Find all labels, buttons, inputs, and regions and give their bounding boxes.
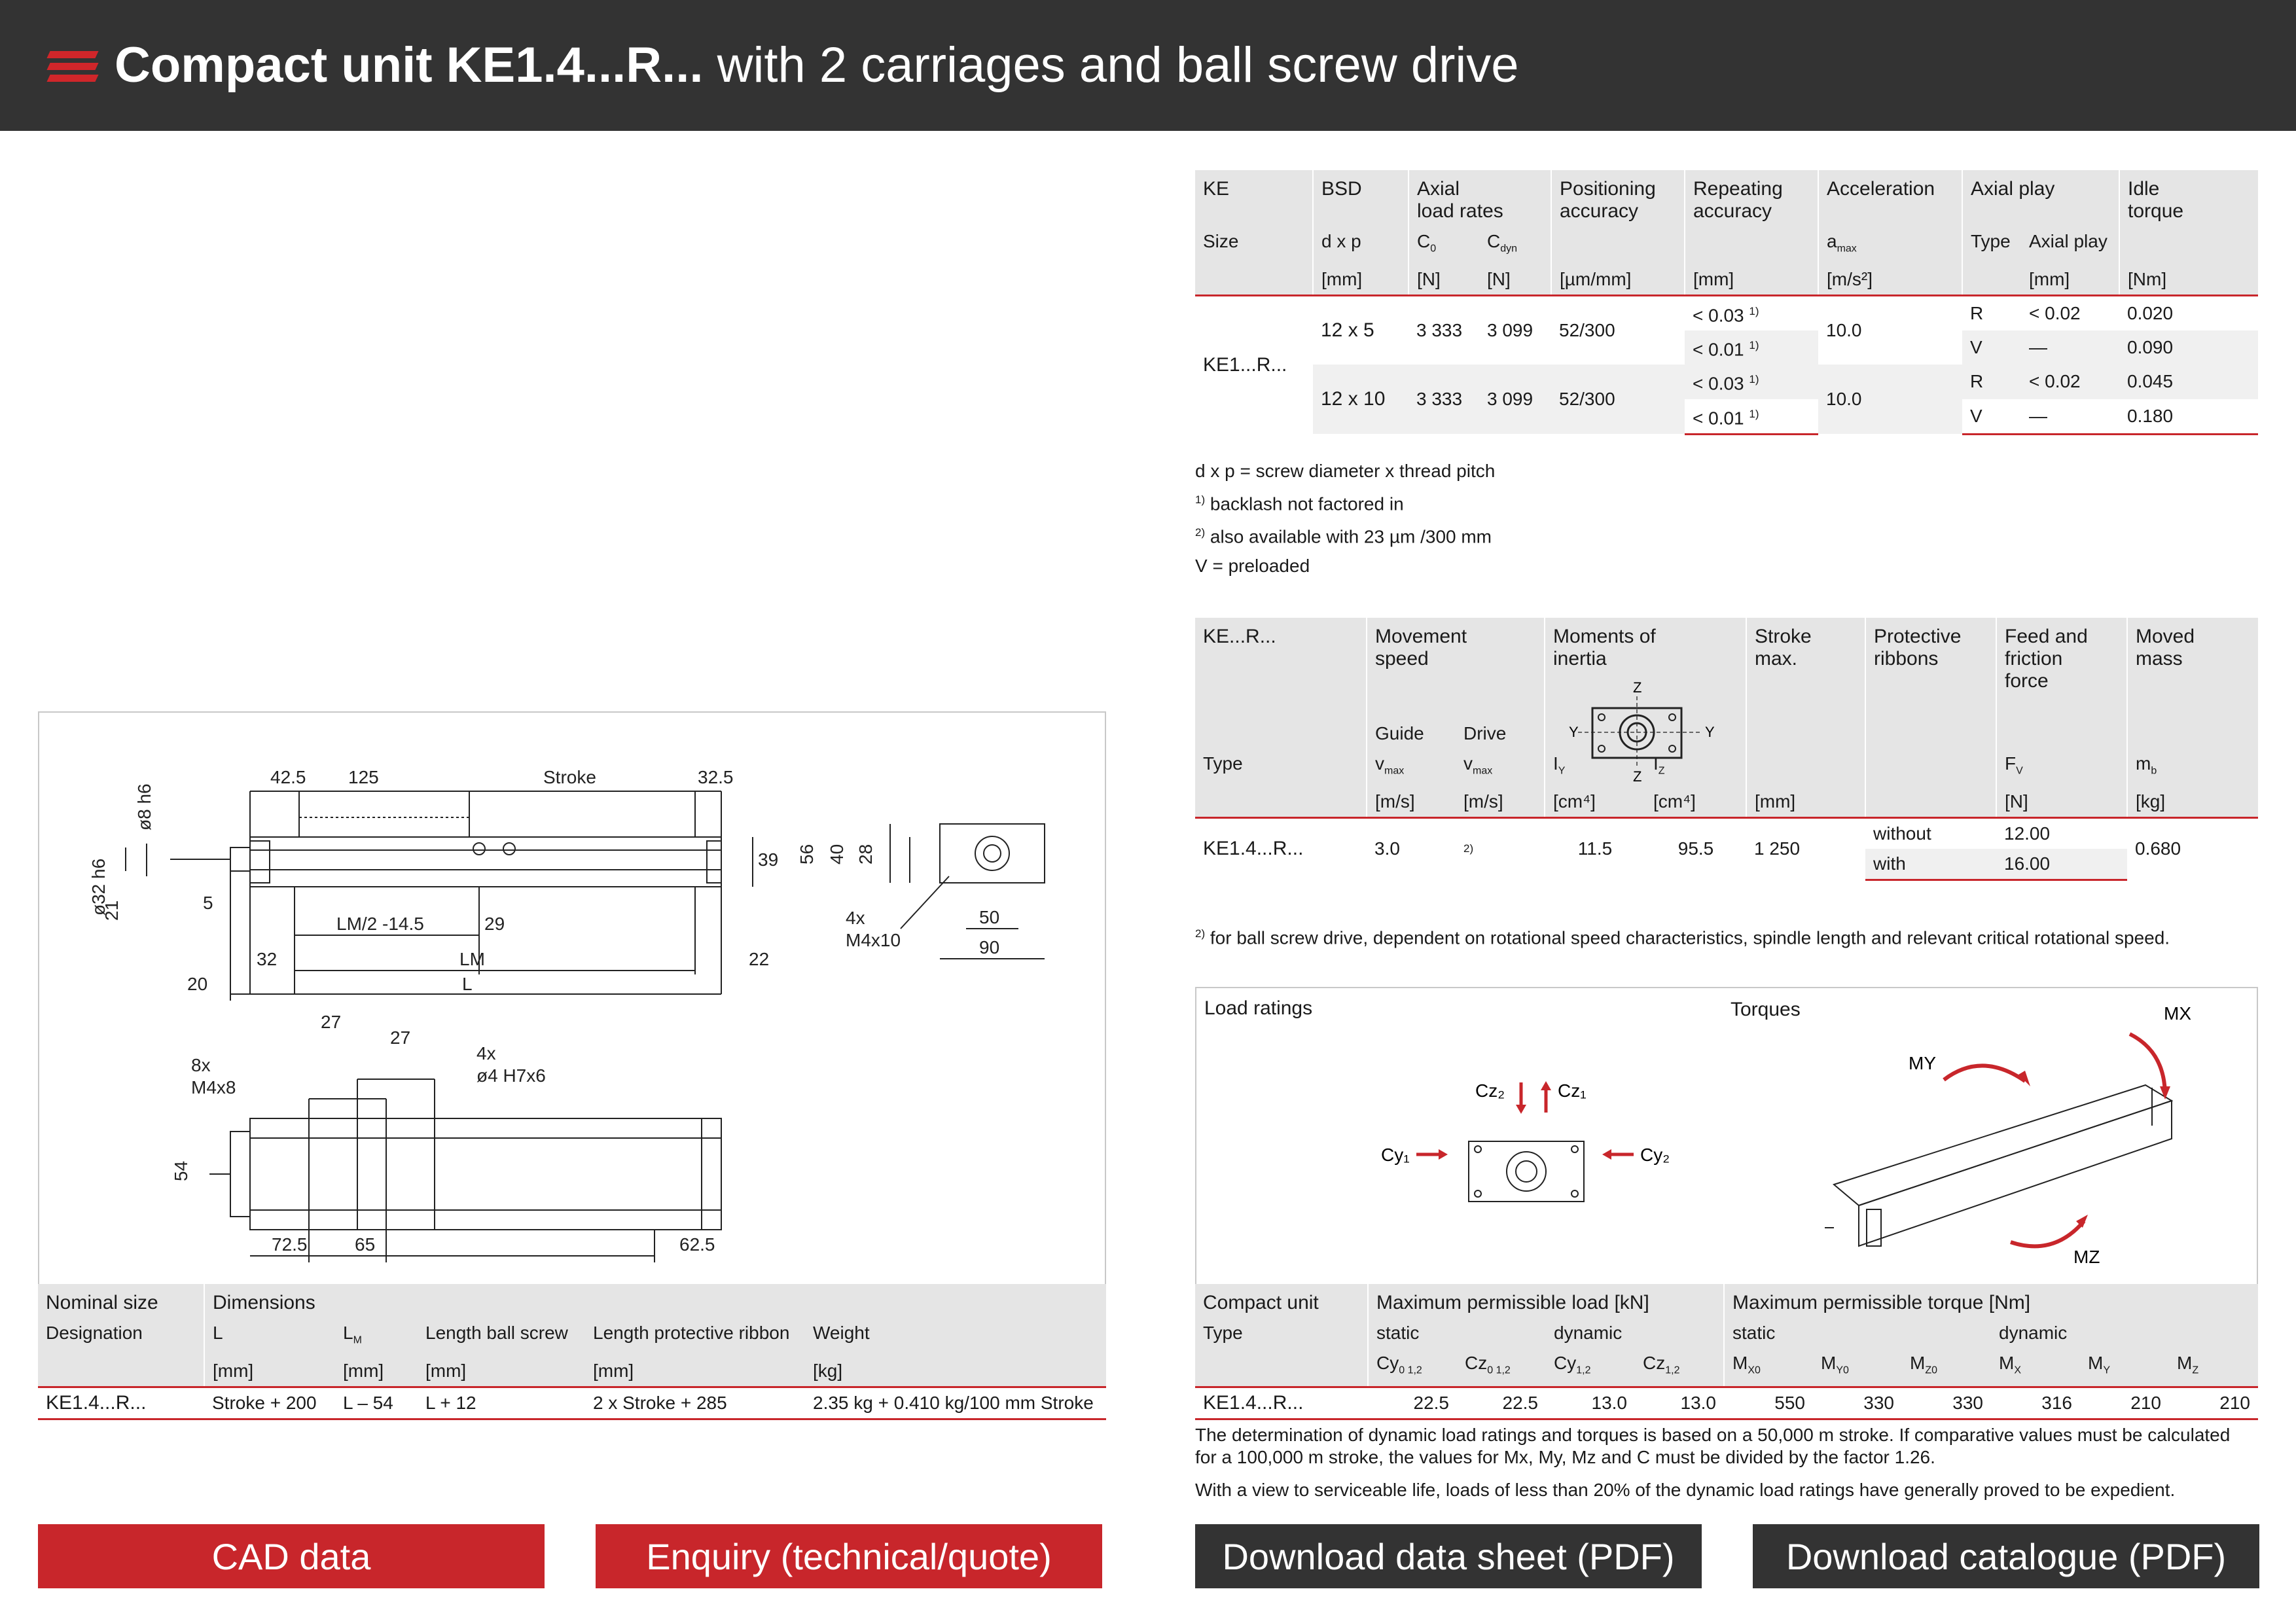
t4-v8: 210 [2080, 1387, 2169, 1419]
h3-designation: Designation [38, 1318, 204, 1356]
t2-force-1: 12.00 [1996, 817, 2127, 849]
note3-a: The determination of dynamic load ratings and torques is based on a 50,000 m stroke. If comparative values must be calculated [1195, 1425, 2231, 1445]
dim-20: 20 [187, 974, 208, 994]
dim-h7: ø4 H7x6 [476, 1065, 546, 1086]
h-type: Type [1962, 226, 2021, 264]
c0-1: 3 333 [1408, 295, 1479, 365]
download-datasheet-button[interactable]: Download data sheet (PDF) [1195, 1524, 1702, 1588]
size-cell: KE1...R... [1195, 295, 1313, 434]
u-n2: [N] [1479, 264, 1551, 296]
dim-d8: ø8 h6 [134, 783, 154, 830]
rep-1b: < 0.01 $^{1)}$ [1685, 330, 1818, 365]
dim-54: 54 [171, 1160, 191, 1181]
t4-v3: 13.0 [1635, 1387, 1724, 1419]
u2-ms1: [m/s] [1367, 787, 1456, 818]
u2-ms2: [m/s] [1456, 787, 1545, 818]
dim-29: 29 [484, 914, 505, 934]
movement-table [1195, 618, 2258, 881]
dim-lm2: LM/2 -14.5 [336, 914, 424, 934]
enquiry-button[interactable]: Enquiry (technical/quote) [596, 1524, 1102, 1588]
h2-stroke: Stroke max. [1746, 618, 1865, 696]
u2-mm: [mm] [1746, 787, 1865, 818]
t4-v5: 330 [1813, 1387, 1902, 1419]
h2-speed: Movement speed [1367, 618, 1545, 696]
h2-mb: $m_b$ [2127, 749, 2258, 787]
note-1: $^{1)}$ backlash not factored in [1195, 493, 1404, 514]
h2-fv: $F_V$ [1996, 749, 2127, 787]
dim-42-5: 42.5 [270, 767, 306, 787]
note-drive: $^{2)}$ for ball screw drive, dependent on rotational speed characteristics, spindle length and relevant critical rotational speed. [1195, 927, 2170, 948]
h-pos: Positioning accuracy [1551, 170, 1685, 226]
h3-screw: Length ball screw [418, 1318, 585, 1356]
note-dxp: d x p = screw diameter x thread pitch [1195, 461, 1496, 481]
h4-mx: $M_X$ [1991, 1348, 2080, 1387]
torque-2a: 0.045 [2119, 365, 2258, 399]
torque-2b: 0.180 [2119, 399, 2258, 435]
dim-32-5: 32.5 [698, 767, 734, 787]
h2-guide: Guide [1367, 696, 1456, 749]
title-rest: with 2 carriages and ball screw drive [703, 37, 1519, 93]
t2-force-2: 16.00 [1996, 849, 2127, 880]
t4-v0: 22.5 [1368, 1387, 1457, 1419]
h3-dimensions: Dimensions [204, 1284, 1106, 1318]
t2-mass: 0.680 [2127, 817, 2258, 880]
note-v: V = preloaded [1195, 555, 1310, 576]
svg-text:Y: Y [1569, 724, 1579, 740]
h-c0: $C_0$ [1408, 226, 1479, 264]
dim-56: 56 [797, 844, 817, 865]
type-1a: R [1962, 295, 2021, 330]
h3-weight: Weight [805, 1318, 1106, 1356]
dim-lm: LM [459, 949, 485, 969]
h4-cz: $Cz_{1,2}$ [1635, 1348, 1724, 1387]
cdyn-1: 3 099 [1479, 295, 1551, 365]
torques-title: Torques [1731, 999, 1801, 1020]
h4-my: $M_Y$ [2080, 1348, 2169, 1387]
dim-4x-b: 4x [476, 1043, 496, 1063]
u2-cm2: [cm⁴] [1645, 787, 1746, 818]
type-1b: V [1962, 330, 2021, 365]
load-table [1195, 1284, 2258, 1420]
note3-b: for a 100,000 m stroke, the values for Mx, My, Mz and C must be divided by the factor 1.26. [1195, 1447, 1935, 1467]
u-n: [N] [1408, 264, 1479, 296]
h2-iy: $I_Y$ [1545, 749, 1645, 787]
t4-v1: 22.5 [1457, 1387, 1546, 1419]
h-rep: Repeating accuracy [1685, 170, 1818, 226]
dim-72-5: 72.5 [272, 1234, 308, 1255]
dim-8x: 8x [191, 1055, 211, 1075]
brand-logo-icon [48, 51, 97, 82]
t2-iz: 95.5 [1645, 817, 1746, 880]
type-2a: R [1962, 365, 2021, 399]
bsd-2: 12 x 10 [1313, 365, 1408, 434]
load-ratings-diagram [1195, 987, 2258, 1285]
notes-3 [1195, 1424, 2230, 1501]
load-ratings-title: Load ratings [1204, 997, 1313, 1019]
svg-text:Y: Y [1705, 724, 1715, 740]
u-mm: [mm] [1313, 264, 1408, 296]
h-cdyn: $C_{dyn}$ [1479, 226, 1551, 264]
dim-27-a: 27 [321, 1012, 342, 1032]
dim-125: 125 [348, 767, 379, 787]
technical-drawing [38, 711, 1106, 1285]
h2-force: Feed and friction force [1996, 618, 2127, 696]
dim-m4x10: M4x10 [846, 930, 901, 950]
h-play: Axial play [1962, 170, 2119, 226]
t4-v4: 550 [1724, 1387, 1813, 1419]
h-ke: KE [1195, 170, 1313, 226]
rep-2a: < 0.03 $^{1)}$ [1685, 365, 1818, 399]
my-label: MY [1909, 1053, 1936, 1073]
t2-drive: 2) [1456, 817, 1545, 880]
h-axialplay: Axial play [2021, 226, 2119, 264]
u3-4: [mm] [585, 1356, 805, 1387]
svg-text:Z: Z [1633, 679, 1642, 696]
h4-torque: Maximum permissible torque [Nm] [1724, 1284, 2258, 1318]
rep-1a: < 0.03 $^{1)}$ [1685, 295, 1818, 330]
inertia-axes-diagram [1558, 677, 1715, 781]
h4-static2: static [1724, 1318, 1991, 1348]
acc-1: 10.0 [1818, 295, 1962, 365]
spec-table [1195, 170, 2258, 435]
h2-drive: Drive [1456, 696, 1545, 749]
dim-27-b: 27 [390, 1027, 411, 1048]
h2-inertia: Moments of inertia Z Z Y Y [1545, 618, 1746, 696]
mz-label: MZ [2073, 1247, 2100, 1267]
pos-1: 52/300 [1551, 295, 1685, 365]
drawing-svg [39, 713, 1107, 1287]
h2-type: Type [1195, 749, 1367, 787]
u3-5: [kg] [805, 1356, 1106, 1387]
play-1b: — [2021, 330, 2119, 365]
pos-2: 52/300 [1551, 365, 1685, 434]
t2-iy: 11.5 [1545, 817, 1645, 880]
u-mm3: [mm] [2021, 264, 2119, 296]
t2-rib-with: with [1865, 849, 1996, 880]
dim-5: 5 [203, 893, 213, 913]
dim-65: 65 [355, 1234, 376, 1255]
h4-my0: $M_{Y0}$ [1813, 1348, 1902, 1387]
h2-ke: KE...R... [1195, 618, 1367, 696]
cy2-label: Cy₂ [1640, 1145, 1670, 1165]
h4-cy: $Cy_{1,2}$ [1546, 1348, 1635, 1387]
torque-1b: 0.090 [2119, 330, 2258, 365]
t3-screw: L + 12 [418, 1387, 585, 1419]
h-axial: Axial load rates [1408, 170, 1551, 226]
cz2-label: Cz₂ [1475, 1080, 1505, 1101]
t3-ribbon: 2 x Stroke + 285 [585, 1387, 805, 1419]
title-bold: Compact unit KE1.4...R... [115, 37, 704, 93]
u2-n: [N] [1996, 787, 2127, 818]
h-acc: Acceleration [1818, 170, 1962, 226]
dim-28: 28 [855, 844, 876, 865]
u-mm2: [mm] [1685, 264, 1818, 296]
cy1-label: Cy₁ [1381, 1145, 1410, 1165]
t3-weight: 2.35 kg + 0.410 kg/100 mm Stroke [805, 1387, 1106, 1419]
dim-39: 39 [758, 849, 779, 870]
h2-rib: Protective ribbons [1865, 618, 1996, 696]
h-amax: $a_{max}$ [1818, 226, 1962, 264]
h2-iz: $I_Z$ [1645, 749, 1746, 787]
t3-type: KE1.4...R... [38, 1387, 204, 1419]
t3-l: Stroke + 200 [204, 1387, 335, 1419]
torque-1a: 0.020 [2119, 295, 2258, 330]
dim-4x-a: 4x [846, 908, 865, 928]
note-2: $^{2)}$ also available with 23 µm /300 mm [1195, 526, 1492, 547]
svg-text:Z: Z [1633, 768, 1642, 781]
cz1-label: Cz₁ [1558, 1080, 1587, 1101]
u-nm: [Nm] [2119, 264, 2258, 296]
t2-rib-without: without [1865, 817, 1996, 849]
h4-type: Type [1195, 1318, 1368, 1348]
h2-vmax1: $v_{max}$ [1367, 749, 1456, 787]
h3-l: L [204, 1318, 335, 1356]
c0-2: 3 333 [1408, 365, 1479, 434]
page-header [0, 0, 2296, 131]
bsd-1: 12 x 5 [1313, 295, 1408, 365]
h-idle: Idle torque [2119, 170, 2258, 226]
play-1a: < 0.02 [2021, 295, 2119, 330]
acc-2: 10.0 [1818, 365, 1962, 434]
dim-40: 40 [827, 844, 847, 865]
t2-stroke: 1 250 [1746, 817, 1865, 880]
page-title [115, 35, 1519, 96]
cdyn-2: 3 099 [1479, 365, 1551, 434]
play-2b: — [2021, 399, 2119, 435]
u3-2: [mm] [335, 1356, 418, 1387]
u-um: [µm/mm] [1551, 264, 1685, 296]
h-size: Size [1195, 226, 1313, 264]
t4-v6: 330 [1902, 1387, 1991, 1419]
h2-vmax2: $v_{max}$ [1456, 749, 1545, 787]
u-ms2: [m/s²] [1818, 264, 1962, 296]
dim-stroke: Stroke [543, 767, 596, 787]
t3-lm: L – 54 [335, 1387, 418, 1419]
h4-cy0: $Cy_{0 1,2}$ [1368, 1348, 1457, 1387]
dim-21: 21 [101, 900, 122, 921]
h4-mz: $M_Z$ [2169, 1348, 2258, 1387]
mx-label: MX [2164, 1003, 2191, 1024]
load-svg [1196, 988, 2257, 1283]
dim-d32: ø32 h6 [88, 858, 109, 916]
dim-50: 50 [979, 907, 1000, 927]
h4-cz0: $Cz_{0 1,2}$ [1457, 1348, 1546, 1387]
h-dxp: d x p [1313, 226, 1408, 264]
h4-dynamic2: dynamic [1991, 1318, 2258, 1348]
t2-guide: 3.0 [1367, 817, 1456, 880]
rep-2b: < 0.01 $^{1)}$ [1685, 399, 1818, 435]
type-2b: V [1962, 399, 2021, 435]
dim-62-5: 62.5 [679, 1234, 715, 1255]
notes-1 [1195, 457, 1495, 580]
t4-type: KE1.4...R... [1195, 1387, 1368, 1419]
dim-22: 22 [749, 949, 770, 969]
h3-ribbon: Length protective ribbon [585, 1318, 805, 1356]
h4-dynamic1: dynamic [1546, 1318, 1724, 1348]
u3-1: [mm] [204, 1356, 335, 1387]
u2-kg: [kg] [2127, 787, 2258, 818]
t2-type: KE1.4...R... [1195, 817, 1367, 880]
dim-90: 90 [979, 937, 1000, 957]
u3-3: [mm] [418, 1356, 585, 1387]
dim-32: 32 [257, 949, 278, 969]
h-bsd: BSD [1313, 170, 1408, 226]
cad-data-button[interactable]: CAD data [38, 1524, 545, 1588]
t4-v2: 13.0 [1546, 1387, 1635, 1419]
h4-compact: Compact unit [1195, 1284, 1368, 1318]
dimensions-table [38, 1284, 1106, 1420]
h3-nominal: Nominal size [38, 1284, 204, 1318]
h4-mx0: $M_{X0}$ [1724, 1348, 1813, 1387]
dim-m4x8: M4x8 [191, 1077, 236, 1097]
h4-mz0: $M_{Z0}$ [1902, 1348, 1991, 1387]
dim-L: L [462, 974, 473, 994]
note3-c: With a view to serviceable life, loads of less than 20% of the dynamic load ratings have generally proved to be expedient. [1195, 1480, 2176, 1500]
h4-load: Maximum permissible load [kN] [1368, 1284, 1724, 1318]
h4-static1: static [1368, 1318, 1546, 1348]
t4-v9: 210 [2169, 1387, 2258, 1419]
h2-mass: Moved mass [2127, 618, 2258, 696]
t4-v7: 316 [1991, 1387, 2080, 1419]
play-2a: < 0.02 [2021, 365, 2119, 399]
u2-cm1: [cm⁴] [1545, 787, 1645, 818]
h3-lm: $L_M$ [335, 1318, 418, 1356]
download-catalogue-button[interactable]: Download catalogue (PDF) [1753, 1524, 2259, 1588]
